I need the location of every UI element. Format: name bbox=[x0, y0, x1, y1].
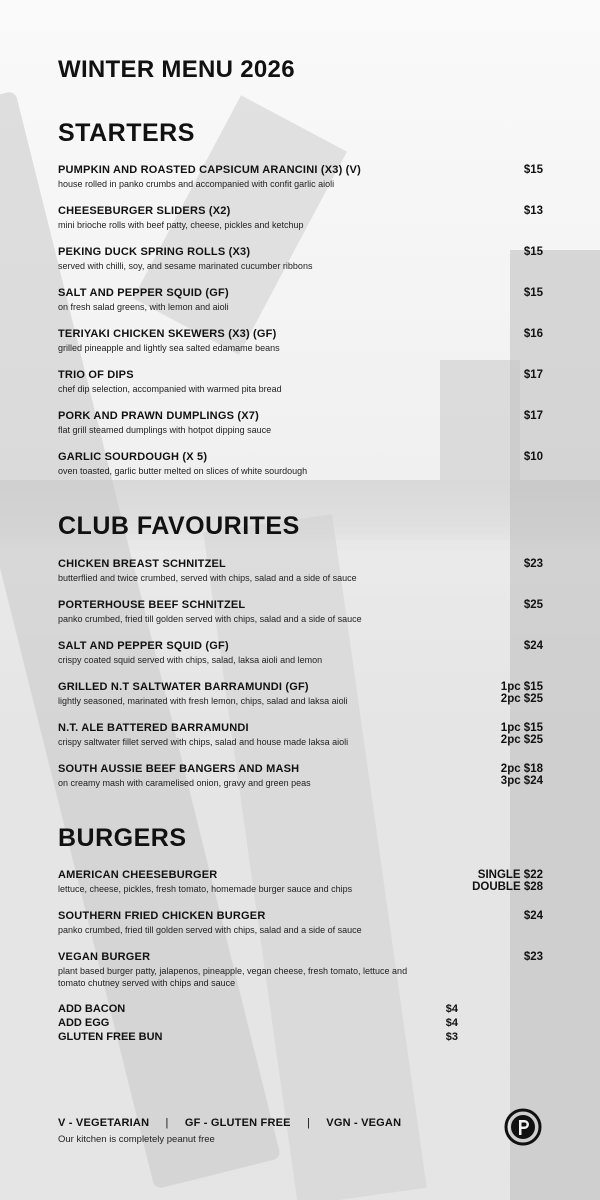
extra-item bbox=[58, 1002, 458, 1016]
item-name: SALT AND PEPPER SQUID (GF) bbox=[58, 287, 229, 299]
item-price bbox=[501, 681, 543, 705]
menu-item bbox=[58, 599, 543, 625]
menu-title: WINTER MENU 2026 bbox=[58, 56, 295, 83]
legend-vegan: VGN - VEGAN bbox=[326, 1117, 402, 1129]
menu-item bbox=[58, 869, 543, 895]
menu-item bbox=[58, 558, 543, 584]
item-description: butterflied and twice crumbed, served with chips, salad and a side of sauce bbox=[58, 573, 357, 583]
legend-gluten-free: GF - GLUTEN FREE bbox=[184, 1117, 291, 1129]
item-description: house rolled in panko crumbs and accompanied with confit garlic aioli bbox=[58, 179, 335, 189]
section-title-burgers: BURGERS bbox=[58, 824, 187, 852]
section-title-starters: STARTERS bbox=[58, 119, 195, 147]
item-name: SALT AND PEPPER SQUID (GF) bbox=[58, 640, 229, 652]
item-name: SOUTHERN FRIED CHICKEN BURGER bbox=[58, 910, 266, 922]
menu-item bbox=[58, 369, 543, 395]
price-option-1: SINGLE $22 bbox=[477, 869, 543, 881]
item-name: GARLIC SOURDOUGH (X 5) bbox=[58, 451, 208, 463]
item-price: $24 bbox=[523, 910, 543, 922]
extra-price: $4 bbox=[445, 1003, 458, 1015]
price-option-2: 3pc $24 bbox=[500, 775, 543, 787]
menu-item bbox=[58, 910, 543, 936]
item-description: on creamy mash with caramelised onion, gravy and green peas bbox=[58, 778, 311, 788]
item-price: $10 bbox=[523, 451, 543, 463]
item-price: $23 bbox=[523, 558, 543, 570]
extra-item bbox=[58, 1016, 458, 1030]
item-description: lightly seasoned, marinated with fresh lemon, chips, salad and laksa aioli bbox=[58, 696, 348, 706]
item-price: $15 bbox=[523, 246, 543, 258]
menu-item bbox=[58, 410, 543, 436]
item-description: on fresh salad greens, with lemon and aioli bbox=[58, 302, 229, 312]
dietary-legend bbox=[58, 1117, 401, 1129]
item-description: flat grill steamed dumplings with hotpot dipping sauce bbox=[58, 425, 272, 435]
menu-item bbox=[58, 722, 543, 748]
item-name: SOUTH AUSSIE BEEF BANGERS AND MASH bbox=[58, 763, 300, 775]
item-price: $23 bbox=[523, 951, 543, 963]
menu-item bbox=[58, 246, 543, 272]
item-name: CHEESEBURGER SLIDERS (X2) bbox=[58, 205, 231, 217]
extra-item bbox=[58, 1030, 458, 1044]
price-option-2: 2pc $25 bbox=[500, 693, 543, 705]
item-description: oven toasted, garlic butter melted on slices of white sourdough bbox=[58, 466, 308, 476]
extra-name: GLUTEN FREE BUN bbox=[58, 1031, 163, 1043]
price-option-1: 1pc $15 bbox=[500, 722, 543, 734]
item-description: plant based burger patty, jalapenos, pineapple, vegan cheese, fresh tomato, lettuce and tomato chutney served with chips and sauce bbox=[58, 966, 408, 988]
price-option-1: 2pc $18 bbox=[500, 763, 543, 775]
price-option-1: 1pc $15 bbox=[500, 681, 543, 693]
item-description: crispy saltwater fillet served with chips, salad and house made laksa aioli bbox=[58, 737, 349, 747]
p-circle-logo-icon bbox=[504, 1108, 542, 1146]
menu-item bbox=[58, 164, 543, 190]
extra-name: ADD BACON bbox=[58, 1003, 126, 1015]
item-name: TRIO OF DIPS bbox=[58, 369, 134, 381]
item-price bbox=[501, 763, 543, 787]
item-description: grilled pineapple and lightly sea salted edamame beans bbox=[58, 343, 280, 353]
item-price: $25 bbox=[523, 599, 543, 611]
price-option-2: 2pc $25 bbox=[500, 734, 543, 746]
item-description: served with chilli, soy, and sesame marinated cucumber ribbons bbox=[58, 261, 313, 271]
extra-price: $3 bbox=[445, 1031, 458, 1043]
menu-item bbox=[58, 640, 543, 666]
menu-item bbox=[58, 681, 543, 707]
menu-item bbox=[58, 287, 543, 313]
item-name: GRILLED N.T SALTWATER BARRAMUNDI (GF) bbox=[58, 681, 309, 693]
item-price bbox=[472, 869, 543, 893]
menu-item bbox=[58, 451, 543, 477]
item-price: $17 bbox=[523, 410, 543, 422]
item-description: lettuce, cheese, pickles, fresh tomato, homemade burger sauce and chips bbox=[58, 884, 353, 894]
peanut-free-note: Our kitchen is completely peanut free bbox=[58, 1134, 215, 1145]
item-name: N.T. ALE BATTERED BARRAMUNDI bbox=[58, 722, 249, 734]
menu-item bbox=[58, 328, 543, 354]
item-price: $15 bbox=[523, 164, 543, 176]
item-name: VEGAN BURGER bbox=[58, 951, 151, 963]
item-name: TERIYAKI CHICKEN SKEWERS (X3) (GF) bbox=[58, 328, 277, 340]
item-price: $16 bbox=[523, 328, 543, 340]
extra-price: $4 bbox=[445, 1017, 458, 1029]
item-description: crispy coated squid served with chips, salad, laksa aioli and lemon bbox=[58, 655, 323, 665]
menu-item bbox=[58, 951, 543, 989]
item-price: $15 bbox=[523, 287, 543, 299]
item-description: mini brioche rolls with beef patty, cheese, pickles and ketchup bbox=[58, 220, 304, 230]
menu-item bbox=[58, 763, 543, 789]
item-description: chef dip selection, accompanied with warmed pita bread bbox=[58, 384, 282, 394]
item-name: AMERICAN CHEESEBURGER bbox=[58, 869, 218, 881]
item-name: PORTERHOUSE BEEF SCHNITZEL bbox=[58, 599, 246, 611]
item-price: $13 bbox=[523, 205, 543, 217]
item-name: PEKING DUCK SPRING ROLLS (X3) bbox=[58, 246, 251, 258]
menu-item bbox=[58, 205, 543, 231]
legend-separator: | bbox=[306, 1117, 311, 1129]
item-price: $24 bbox=[523, 640, 543, 652]
item-name: PORK AND PRAWN DUMPLINGS (X7) bbox=[58, 410, 259, 422]
item-name: CHICKEN BREAST SCHNITZEL bbox=[58, 558, 226, 570]
item-name: PUMPKIN AND ROASTED CAPSICUM ARANCINI (X3) (V) bbox=[58, 164, 361, 176]
item-description: panko crumbed, fried till golden served with chips, salad and a side of sauce bbox=[58, 614, 362, 624]
item-price bbox=[501, 722, 543, 746]
item-price: $17 bbox=[523, 369, 543, 381]
legend-separator: | bbox=[165, 1117, 169, 1129]
price-option-2: DOUBLE $28 bbox=[472, 881, 543, 893]
section-title-club-favourites: CLUB FAVOURITES bbox=[58, 512, 300, 540]
extra-name: ADD EGG bbox=[58, 1017, 110, 1029]
item-description: panko crumbed, fried till golden served with chips, salad and a side of sauce bbox=[58, 925, 362, 935]
legend-vegetarian: V - VEGETARIAN bbox=[58, 1117, 150, 1129]
burger-extras bbox=[58, 1002, 458, 1044]
